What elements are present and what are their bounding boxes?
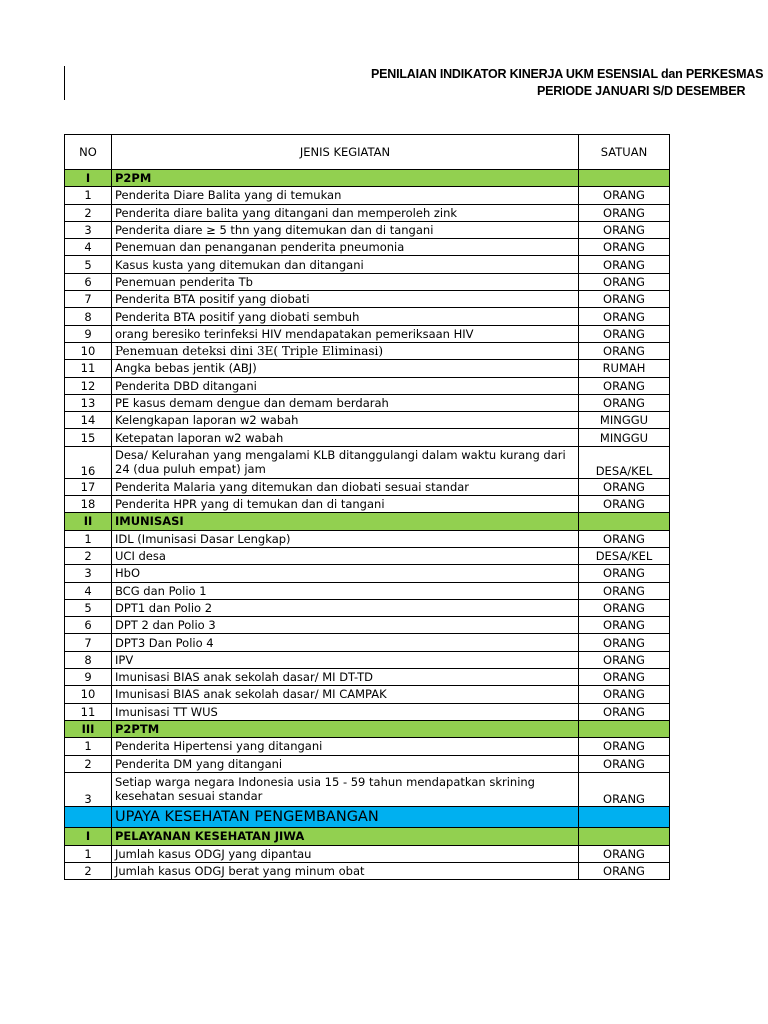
margin-line xyxy=(64,66,65,100)
row-kegiatan: Angka bebas jentik (ABJ) xyxy=(112,360,579,377)
row-number: 7 xyxy=(65,634,112,651)
row-satuan: ORANG xyxy=(579,394,670,411)
section-row-upaya-pengembangan xyxy=(65,806,670,827)
table-row xyxy=(65,412,670,429)
row-kegiatan: Desa/ Kelurahan yang mengalami KLB ditanggulangi dalam waktu kurang dari 24 (dua puluh empat) jam xyxy=(112,446,579,478)
row-satuan: MINGGU xyxy=(579,412,670,429)
row-satuan: ORANG xyxy=(579,738,670,755)
table-row xyxy=(65,845,670,862)
section-label: P2PM xyxy=(112,170,579,187)
row-kegiatan: Penemuan deteksi dini 3E( Triple Eliminasi) xyxy=(112,342,579,359)
table-row xyxy=(65,478,670,495)
section-number xyxy=(65,806,112,827)
row-kegiatan: BCG dan Polio 1 xyxy=(112,582,579,599)
table-row xyxy=(65,239,670,256)
row-number: 4 xyxy=(65,239,112,256)
section-label: PELAYANAN KESEHATAN JIWA xyxy=(112,827,579,845)
row-kegiatan: Kelengkapan laporan w2 wabah xyxy=(112,412,579,429)
section-label: P2PTM xyxy=(112,720,579,737)
table-row xyxy=(65,530,670,547)
row-number: 14 xyxy=(65,412,112,429)
table-row xyxy=(65,703,670,720)
row-number: 12 xyxy=(65,377,112,394)
row-kegiatan: Ketepatan laporan w2 wabah xyxy=(112,429,579,446)
row-number: 1 xyxy=(65,845,112,862)
table-row xyxy=(65,565,670,582)
table-row xyxy=(65,863,670,880)
table-row xyxy=(65,377,670,394)
table-header-row xyxy=(65,135,670,170)
row-number: 1 xyxy=(65,738,112,755)
row-number: 2 xyxy=(65,863,112,880)
row-satuan: DESA/KEL xyxy=(579,446,670,478)
report-period: PERIODE JANUARI S/D DESEMBER xyxy=(537,84,746,98)
row-satuan: ORANG xyxy=(579,599,670,616)
row-satuan: ORANG xyxy=(579,325,670,342)
section-row-kesehatan-jiwa xyxy=(65,827,670,845)
row-number: 2 xyxy=(65,204,112,221)
row-number: 13 xyxy=(65,394,112,411)
row-satuan: ORANG xyxy=(579,256,670,273)
section-satuan xyxy=(579,720,670,737)
indicator-table xyxy=(64,134,670,880)
section-satuan xyxy=(579,827,670,845)
row-satuan: ORANG xyxy=(579,582,670,599)
table-row xyxy=(65,273,670,290)
section-row-imunisasi xyxy=(65,513,670,530)
table-row xyxy=(65,547,670,564)
row-number: 1 xyxy=(65,187,112,204)
row-kegiatan: orang beresiko terinfeksi HIV mendapatakan pemeriksaan HIV xyxy=(112,325,579,342)
row-number: 6 xyxy=(65,617,112,634)
row-satuan: ORANG xyxy=(579,669,670,686)
row-satuan: ORANG xyxy=(579,273,670,290)
col-header-kegiatan: JENIS KEGIATAN xyxy=(112,135,579,170)
table-row xyxy=(65,669,670,686)
row-kegiatan: IDL (Imunisasi Dasar Lengkap) xyxy=(112,530,579,547)
table-row xyxy=(65,291,670,308)
row-number: 16 xyxy=(65,446,112,478)
table-row xyxy=(65,582,670,599)
row-kegiatan: Penderita HPR yang di temukan dan di tangani xyxy=(112,496,579,513)
section-satuan xyxy=(579,170,670,187)
row-kegiatan: Penderita BTA positif yang diobati sembuh xyxy=(112,308,579,325)
row-satuan: ORANG xyxy=(579,634,670,651)
row-satuan: ORANG xyxy=(579,342,670,359)
section-number: II xyxy=(65,513,112,530)
row-satuan: DESA/KEL xyxy=(579,547,670,564)
table-row xyxy=(65,221,670,238)
row-kegiatan: Penderita DM yang ditangani xyxy=(112,755,579,772)
table-body xyxy=(65,170,670,880)
row-number: 1 xyxy=(65,530,112,547)
row-number: 5 xyxy=(65,599,112,616)
row-satuan: ORANG xyxy=(579,686,670,703)
row-satuan: ORANG xyxy=(579,204,670,221)
row-number: 3 xyxy=(65,772,112,806)
row-number: 3 xyxy=(65,565,112,582)
row-number: 11 xyxy=(65,360,112,377)
row-number: 7 xyxy=(65,291,112,308)
row-number: 8 xyxy=(65,651,112,668)
row-satuan: ORANG xyxy=(579,617,670,634)
table-row xyxy=(65,394,670,411)
table-row xyxy=(65,342,670,359)
table-row xyxy=(65,187,670,204)
table-row xyxy=(65,429,670,446)
row-kegiatan: DPT3 Dan Polio 4 xyxy=(112,634,579,651)
table-row xyxy=(65,256,670,273)
row-satuan: ORANG xyxy=(579,308,670,325)
row-satuan: RUMAH xyxy=(579,360,670,377)
table-row xyxy=(65,617,670,634)
section-row-p2pm xyxy=(65,170,670,187)
table-row xyxy=(65,599,670,616)
row-kegiatan: UCI desa xyxy=(112,547,579,564)
row-number: 6 xyxy=(65,273,112,290)
row-satuan: ORANG xyxy=(579,863,670,880)
table-row xyxy=(65,446,670,478)
row-satuan: ORANG xyxy=(579,651,670,668)
row-satuan: MINGGU xyxy=(579,429,670,446)
row-kegiatan: HbO xyxy=(112,565,579,582)
section-row-p2ptm xyxy=(65,720,670,737)
row-number: 11 xyxy=(65,703,112,720)
row-kegiatan: Penderita Malaria yang ditemukan dan diobati sesuai standar xyxy=(112,478,579,495)
table-row xyxy=(65,496,670,513)
section-satuan xyxy=(579,513,670,530)
section-number: III xyxy=(65,720,112,737)
row-kegiatan: Penderita diare balita yang ditangani dan memperoleh zink xyxy=(112,204,579,221)
section-number: I xyxy=(65,170,112,187)
row-kegiatan: Kasus kusta yang ditemukan dan ditangani xyxy=(112,256,579,273)
row-number: 10 xyxy=(65,686,112,703)
row-satuan: ORANG xyxy=(579,755,670,772)
row-number: 18 xyxy=(65,496,112,513)
table-row xyxy=(65,686,670,703)
row-kegiatan: Penderita Diare Balita yang di temukan xyxy=(112,187,579,204)
row-number: 9 xyxy=(65,669,112,686)
col-header-satuan: SATUAN xyxy=(579,135,670,170)
row-kegiatan: PE kasus demam dengue dan demam berdarah xyxy=(112,394,579,411)
row-kegiatan: Imunisasi BIAS anak sekolah dasar/ MI DT-TD xyxy=(112,669,579,686)
row-kegiatan: Setiap warga negara Indonesia usia 15 - 59 tahun mendapatkan skrining kesehatan sesuai standar xyxy=(112,772,579,806)
row-kegiatan: Penderita DBD ditangani xyxy=(112,377,579,394)
row-kegiatan: Jumlah kasus ODGJ yang dipantau xyxy=(112,845,579,862)
row-number: 2 xyxy=(65,547,112,564)
table-row xyxy=(65,204,670,221)
row-number: 4 xyxy=(65,582,112,599)
section-label: UPAYA KESEHATAN PENGEMBANGAN xyxy=(112,806,579,827)
row-kegiatan: Penderita Hipertensi yang ditangani xyxy=(112,738,579,755)
table-row xyxy=(65,360,670,377)
table-row xyxy=(65,651,670,668)
row-number: 8 xyxy=(65,308,112,325)
row-number: 5 xyxy=(65,256,112,273)
row-number: 17 xyxy=(65,478,112,495)
row-kegiatan: Imunisasi BIAS anak sekolah dasar/ MI CAMPAK xyxy=(112,686,579,703)
row-satuan: ORANG xyxy=(579,187,670,204)
table-row xyxy=(65,738,670,755)
table-row xyxy=(65,634,670,651)
table-row xyxy=(65,325,670,342)
row-satuan: ORANG xyxy=(579,239,670,256)
row-number: 9 xyxy=(65,325,112,342)
table-row xyxy=(65,755,670,772)
section-label: IMUNISASI xyxy=(112,513,579,530)
row-kegiatan: Imunisasi TT WUS xyxy=(112,703,579,720)
row-satuan: ORANG xyxy=(579,291,670,308)
col-header-no: NO xyxy=(65,135,112,170)
row-number: 3 xyxy=(65,221,112,238)
row-number: 10 xyxy=(65,342,112,359)
table-row xyxy=(65,308,670,325)
section-number: I xyxy=(65,827,112,845)
row-satuan: ORANG xyxy=(579,703,670,720)
row-number: 2 xyxy=(65,755,112,772)
row-satuan: ORANG xyxy=(579,496,670,513)
row-satuan: ORANG xyxy=(579,772,670,806)
row-satuan: ORANG xyxy=(579,565,670,582)
row-kegiatan: Penemuan dan penanganan penderita pneumonia xyxy=(112,239,579,256)
row-kegiatan: Penderita BTA positif yang diobati xyxy=(112,291,579,308)
row-satuan: ORANG xyxy=(579,845,670,862)
row-satuan: ORANG xyxy=(579,377,670,394)
report-title: PENILAIAN INDIKATOR KINERJA UKM ESENSIAL dan PERKESMAS xyxy=(371,67,764,81)
row-kegiatan: Jumlah kasus ODGJ berat yang minum obat xyxy=(112,863,579,880)
row-satuan: ORANG xyxy=(579,478,670,495)
row-kegiatan: DPT1 dan Polio 2 xyxy=(112,599,579,616)
row-kegiatan: Penderita diare ≥ 5 thn yang ditemukan dan di tangani xyxy=(112,221,579,238)
table-row xyxy=(65,772,670,806)
row-satuan: ORANG xyxy=(579,530,670,547)
row-kegiatan: IPV xyxy=(112,651,579,668)
section-satuan xyxy=(579,806,670,827)
row-kegiatan: DPT 2 dan Polio 3 xyxy=(112,617,579,634)
row-satuan: ORANG xyxy=(579,221,670,238)
row-number: 15 xyxy=(65,429,112,446)
row-kegiatan: Penemuan penderita Tb xyxy=(112,273,579,290)
